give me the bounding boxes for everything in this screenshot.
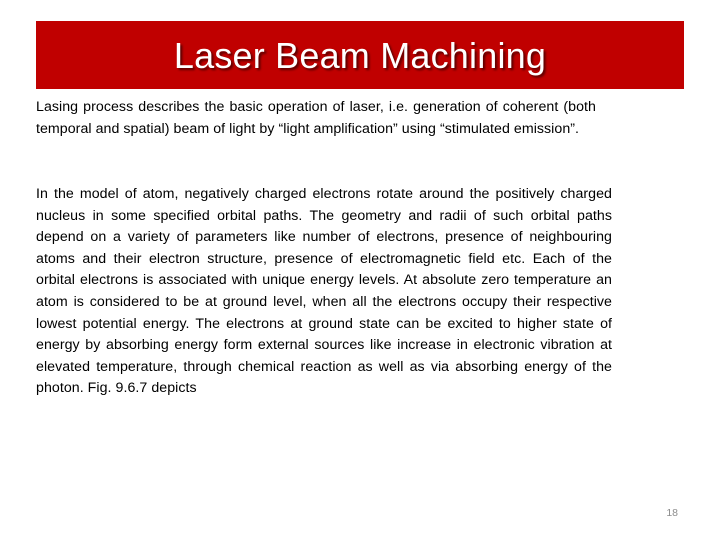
- atom-model-paragraph: In the model of atom, negatively charged electrons rotate around the positively charged nucleus in some specified orbital paths. The geometry and radii of such orbital paths depend on a variety of parameters like number of electrons, presence of neighbouring atoms and their electron structure, presence of electromagnetic field etc. Each of the orbital electrons is associated with unique energy levels. At absolute zero temperature an atom is considered to be at ground level, when all the electrons occupy their respective lowest potential energy. The electrons at ground state can be excited to higher state of energy by absorbing energy form external sources like increase in electronic vibration at elevated temperature, through chemical reaction as well as via absorbing energy of the photon. Fig. 9.6.7 depicts: [36, 186, 612, 397]
- intro-paragraph: Lasing process describes the basic operation of laser, i.e. generation of coherent (both temporal and spatial) beam of light by “light amplification” using “stimulated emission”.: [36, 99, 596, 137]
- slide-title: Laser Beam Machining: [173, 35, 547, 76]
- title-bar: [36, 21, 684, 89]
- page-number: 18: [666, 507, 678, 519]
